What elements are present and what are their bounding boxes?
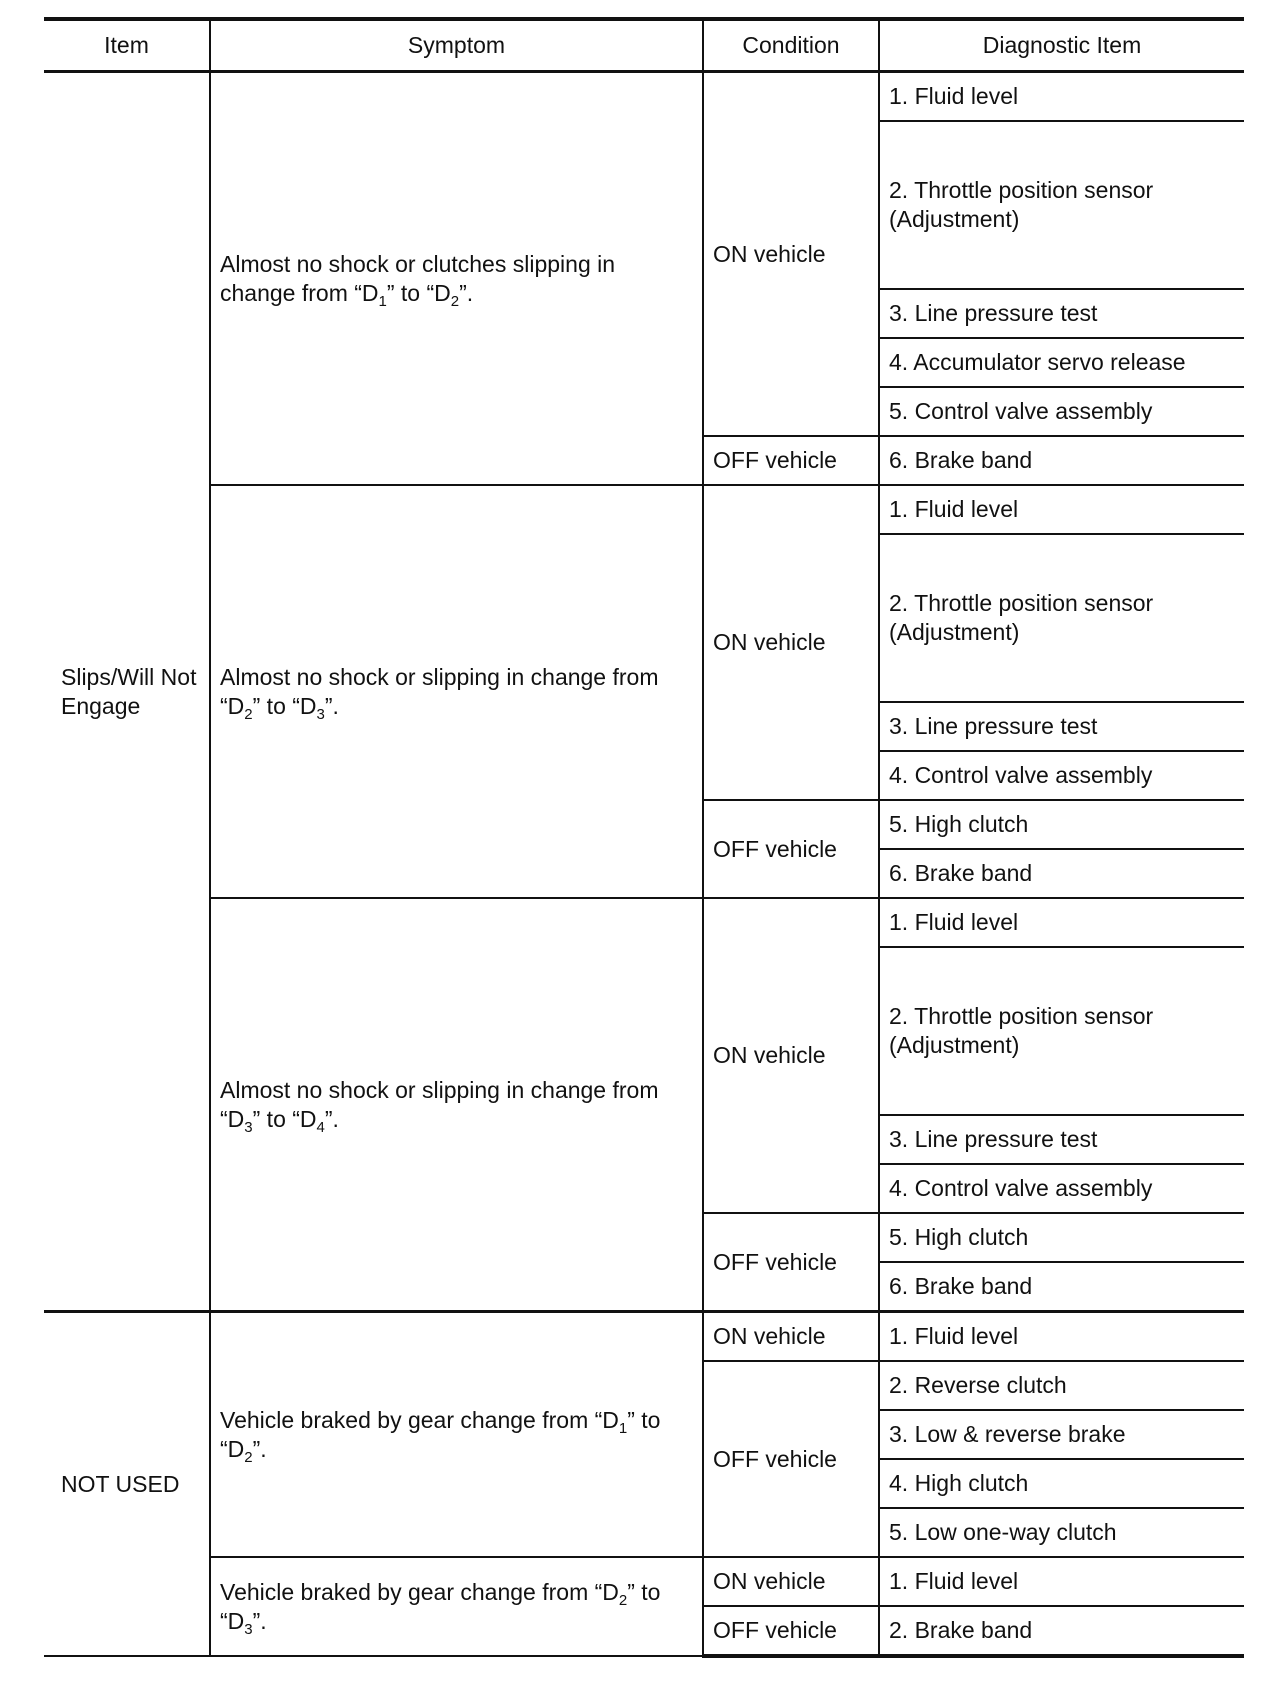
condition-off-vehicle: OFF vehicle [703, 800, 879, 898]
symptom-text: ” to “D [220, 1406, 661, 1462]
condition-on-vehicle: ON vehicle [703, 72, 879, 437]
table-row [44, 485, 1244, 534]
diagnostic-item-cell: 6. Brake band [879, 436, 1244, 485]
symptom-text: ”. [459, 279, 474, 306]
condition-off-vehicle: OFF vehicle [703, 1606, 879, 1656]
symptom-text: ” to “D [252, 1105, 317, 1132]
symptom-subscript: 2 [244, 705, 253, 723]
header-diagnostic-item: Diagnostic Item [879, 19, 1244, 72]
symptom-text: Almost no shock or slipping in change from “D [220, 663, 659, 719]
header-row [44, 19, 1244, 72]
header-condition: Condition [703, 19, 879, 72]
table-row [44, 898, 1244, 947]
condition-off-vehicle: OFF vehicle [703, 1213, 879, 1312]
diagnostic-item-cell: 3. Line pressure test [879, 1115, 1244, 1164]
diagnostic-item-cell: 1. Fluid level [879, 1557, 1244, 1606]
diagnostic-item-cell: 4. Control valve assembly [879, 751, 1244, 800]
diagnostic-item-cell: 2. Throttle position sensor (Adjustment) [879, 947, 1244, 1115]
condition-on-vehicle: ON vehicle [703, 485, 879, 800]
table-row [44, 72, 1244, 122]
diagnostic-item-cell: 1. Fluid level [879, 898, 1244, 947]
diagnostic-item-cell: 4. High clutch [879, 1459, 1244, 1508]
condition-off-vehicle: OFF vehicle [703, 1361, 879, 1557]
diagnostic-item-cell: 3. Line pressure test [879, 702, 1244, 751]
symptom-subscript: 1 [618, 1419, 628, 1437]
diagnostic-item-cell: 5. Control valve assembly [879, 387, 1244, 436]
symptom-subscript: 3 [244, 1620, 253, 1638]
symptom-text: ” to “D [252, 692, 317, 719]
diagnostic-item-cell: 5. High clutch [879, 800, 1244, 849]
symptom-cell [210, 1312, 703, 1558]
table-body [44, 72, 1244, 1657]
diagnostic-item-cell: 1. Fluid level [879, 485, 1244, 534]
diagnostic-item-cell: 4. Accumulator servo release [879, 338, 1244, 387]
symptom-text: Vehicle braked by gear change from “D [220, 1578, 619, 1605]
symptom-cell [210, 1557, 703, 1656]
diagnostic-item-cell: 2. Brake band [879, 1606, 1244, 1656]
item-cell: NOT USED [44, 1312, 210, 1657]
diagnostic-item-cell: 3. Line pressure test [879, 289, 1244, 338]
condition-on-vehicle: ON vehicle [703, 1557, 879, 1606]
table-row [44, 1312, 1244, 1362]
symptom-text: ”. [324, 1105, 339, 1132]
diagnostic-item-cell: 6. Brake band [879, 849, 1244, 898]
diagnostic-item-cell: 1. Fluid level [879, 1312, 1244, 1362]
diagnostic-item-cell: 2. Throttle position sensor (Adjustment) [879, 534, 1244, 702]
symptom-subscript: 3 [244, 1118, 253, 1136]
symptom-text: ”. [252, 1435, 267, 1462]
diagnostic-item-cell: 4. Control valve assembly [879, 1164, 1244, 1213]
symptom-text: Almost no shock or slipping in change from “D [220, 1076, 659, 1132]
symptom-text: ”. [252, 1607, 267, 1634]
table-row [44, 1557, 1244, 1606]
symptom-text: ” to “D [386, 279, 451, 306]
symptom-text: ” to “D [220, 1578, 661, 1634]
diagnostic-item-cell: 3. Low & reverse brake [879, 1410, 1244, 1459]
symptom-subscript: 2 [244, 1448, 253, 1466]
diagnostic-item-cell: 5. Low one-way clutch [879, 1508, 1244, 1557]
diagnostic-table [44, 17, 1244, 1658]
symptom-cell [210, 72, 703, 486]
symptom-text: ”. [324, 692, 339, 719]
symptom-subscript: 1 [378, 292, 387, 310]
condition-on-vehicle: ON vehicle [703, 1312, 879, 1362]
diagnostic-item-cell: 2. Throttle position sensor (Adjustment) [879, 121, 1244, 289]
condition-off-vehicle: OFF vehicle [703, 436, 879, 485]
symptom-subscript: 2 [450, 292, 460, 310]
symptom-text: Vehicle braked by gear change from “D [220, 1406, 619, 1433]
diagnostic-item-cell: 6. Brake band [879, 1262, 1244, 1312]
symptom-text: Almost no shock or clutches slipping in change from “D [220, 250, 616, 306]
header-symptom: Symptom [210, 19, 703, 72]
symptom-subscript: 4 [316, 1118, 325, 1136]
symptom-subscript: 2 [618, 1591, 628, 1609]
diagnostic-item-cell: 5. High clutch [879, 1213, 1244, 1262]
diagnostic-item-cell: 2. Reverse clutch [879, 1361, 1244, 1410]
condition-on-vehicle: ON vehicle [703, 898, 879, 1213]
header-item: Item [44, 19, 210, 72]
diagnostic-item-cell: 1. Fluid level [879, 72, 1244, 122]
item-cell: Slips/Will Not Engage [44, 72, 210, 1312]
symptom-cell [210, 898, 703, 1312]
symptom-subscript: 3 [316, 705, 325, 723]
symptom-cell [210, 485, 703, 898]
